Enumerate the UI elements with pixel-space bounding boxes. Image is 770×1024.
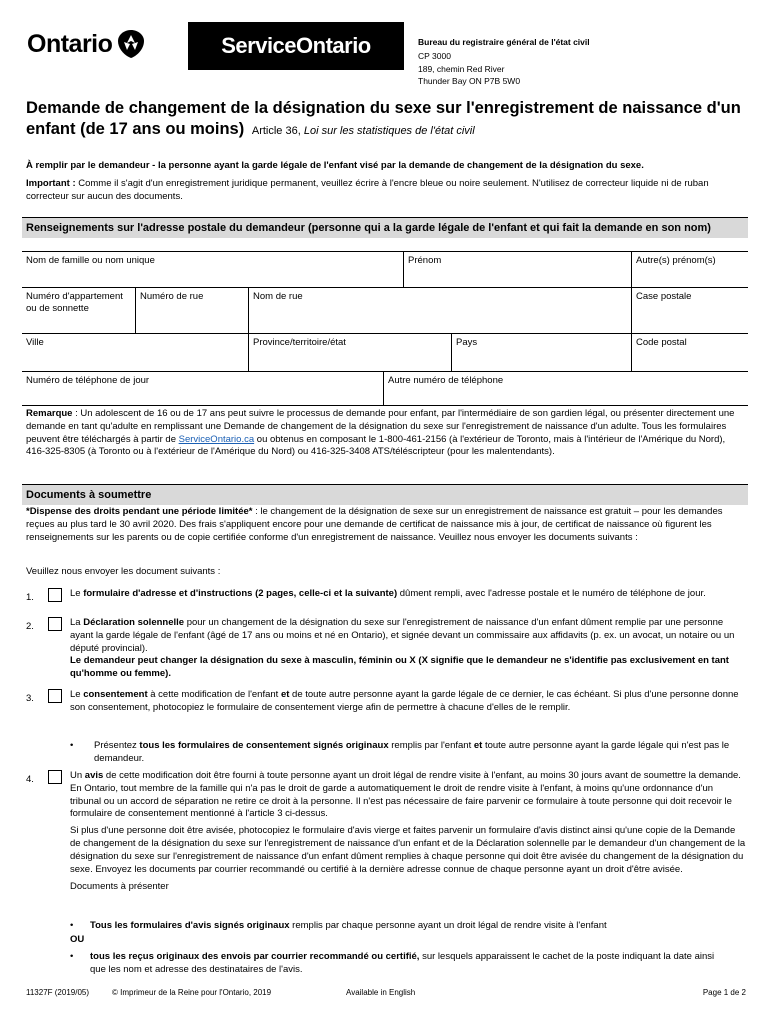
bullet-icon: • <box>70 951 74 962</box>
checkbox-item-3[interactable] <box>48 689 62 703</box>
item-text: Un avis de cette modification doit être fourni à toute personne ayant un droit légal de rendre visite à l'enfant, au moins 30 jours avant de soumettre la demande. En Ontario, tout membre de la famille qui n'a pas le droit de garde a automatiquement le droit de rendre visite à l'enfant, à moins qu'une ordonnance d'un tribunal ou un accord de séparation ne retire ce droit à la personne. Il n'est pas nécessaire de faire parvenir ce formulaire à toute personne qui doit recevoir le formulaire de consentement mentionné à l'article 3 ci-dessus. <box>70 770 741 820</box>
title-article: Article 36, Loi sur les statistiques de l'état civil <box>251 125 475 138</box>
item-4-bullet-2: • tous les reçus originaux des envois par courrier recommandé ou certifié, sur lesquels apparaissent le cachet de la poste indiquant la date ainsi que les nom et adresse des destinataires de l'avis. <box>70 951 715 975</box>
instructions <box>26 160 746 203</box>
country-field[interactable]: Pays <box>452 334 632 371</box>
trillium-icon <box>116 29 146 59</box>
page-number: Page 1 de 2 <box>702 988 746 997</box>
title-line-2: enfant (de 17 ans ou moins) <box>26 120 245 139</box>
item-4-bullet-1: • Tous les formulaires d'avis signés originaux remplis par chaque personne ayant un droit légal de rendre visite à l'enfant <box>70 920 607 931</box>
name-row <box>22 251 748 288</box>
fill-instruction: À remplir par le demandeur - la personne ayant la garde légale de l'enfant visé par la demande de changement de la désignation du sexe. <box>26 160 644 171</box>
address-section-heading: Renseignements sur l'adresse postale du demandeur (personne qui a la garde légale de l'enfant et qui fait la demande en son nom) <box>22 217 748 238</box>
document-item-1 <box>26 588 746 601</box>
page-header <box>22 22 748 86</box>
registrar-title: Bureau du registraire général de l'état civil <box>418 37 590 47</box>
po-box-field[interactable]: Case postale <box>636 291 692 302</box>
document-item-4 <box>26 770 746 893</box>
day-phone-field[interactable]: Numéro de téléphone de jour <box>22 372 384 405</box>
title-line-1: Demande de changement de la désignation du sexe sur l'enregistrement de naissance d'un <box>26 99 741 117</box>
checkbox-item-1[interactable] <box>48 588 62 602</box>
serviceontario-link[interactable]: ServiceOntario.ca <box>178 433 255 445</box>
ontario-wordmark: Ontario <box>27 30 113 58</box>
registrar-line: Thunder Bay ON P7B 5W0 <box>418 75 521 86</box>
first-name-field[interactable]: Prénom <box>404 252 632 287</box>
copyright: © Imprimeur de la Reine pour l'Ontario, 2019 <box>112 988 272 997</box>
send-documents-text: Veuillez nous envoyer les document suivants : <box>26 566 221 577</box>
city-row <box>22 334 748 372</box>
item-text: Le consentement à cette modification de l'enfant et de toute autre personne ayant la garde légale de ce dernier, le cas échéant. Si plus d'une personne donne son consentement, photocopiez le formulaire de consentement vierge afin de permettre à chacune d'elles de le remplir. <box>70 689 739 713</box>
important-note: Important : Comme il s'agit d'un enregistrement juridique permanent, veuillez écrire à l'encre bleue ou noire seulement. N'utilisez de correcteur liquide ni de ruban correcteur sur aucun des documents. <box>26 178 709 202</box>
document-item-2 <box>26 617 746 681</box>
street-name-field[interactable]: Nom de rue <box>249 288 632 333</box>
phone-row <box>22 372 748 406</box>
remark: Remarque : Un adolescent de 16 ou de 17 ans peut suivre le processus de demande pour enfant, par l'intermédiaire de son gardien légal, ou présenter directement une demande en tant qu'adulte en remplissant une Demande de changement de la désignation du sexe sur l'enregistrement de naissance d'un adulte. Tous les formulaires peuvent être téléchargés à partir de ServiceOntario.ca ou obtenus en composant le 1-800-461-2156 (à l'extérieur de Toronto, mais à l'intérieur de l'Amérique du Nord), 416-325-8305 (à Toronto ou à l'extérieur de l'Amérique du Nord) ou 416-325-3408 ATS/téléscripteur (pour les malentendants). <box>26 408 735 458</box>
street-number-field[interactable]: Numéro de rue <box>136 288 249 333</box>
item-text: La Déclaration solennelle pour un changement de la désignation du sexe sur l'enregistrement de naissance d'un enfant dûment remplie par une personne ayant la garde légale de l'enfant (âgé de 17 ans ou moins et né en Ontario), et signée devant un commissaire aux affidavits (p. ex. un avocat, un notaire ou un député provincial). <box>70 617 735 654</box>
bullet-icon: • <box>70 920 74 931</box>
item-number: 2. <box>26 621 34 632</box>
documents-heading: Documents à soumettre <box>22 484 748 505</box>
available-in-english: Available in English <box>346 988 416 997</box>
form-title <box>26 98 746 141</box>
form-number: 11327F (2019/05) <box>26 988 90 997</box>
checkbox-item-2[interactable] <box>48 617 62 631</box>
registrar-line: 189, chemin Red River <box>418 63 505 74</box>
item-number: 3. <box>26 693 34 704</box>
registrar-line: CP 3000 <box>418 51 451 62</box>
checkbox-item-4[interactable] <box>48 770 62 784</box>
ontario-logo <box>27 28 146 61</box>
registrar-address <box>418 36 590 87</box>
item-3-bullet: • Présentez tous les formulaires de consentement signés originaux remplis par l'enfant et toute autre personne ayant la garde légale qui n'est pas le demandeur. <box>70 740 730 764</box>
city-field[interactable]: Ville <box>22 334 249 371</box>
apartment-number-field[interactable]: Numéro d'appartement ou de sonnette <box>22 288 136 333</box>
document-item-3 <box>26 689 746 715</box>
item-number: 4. <box>26 774 34 785</box>
last-name-field[interactable]: Nom de famille ou nom unique <box>22 252 404 287</box>
waiver-text: *Dispense des droits pendant une période limitée* : le changement de la désignation de sexe sur un enregistrement de naissance est gratuit – pour les demandes reçues au plus tard le 30 avril 2020. Des frais s'appliquent encore pour une demande de certificat de naissance mis à jour, de certificat de naissance où figurent les renseignements sur les parents ou de copie certifiée conforme d'un enregistrement de naissance. Veuillez nous envoyer les documents suivants : <box>26 506 723 543</box>
province-field[interactable]: Province/territoire/état <box>249 334 452 371</box>
bullet-icon: • <box>70 740 74 751</box>
other-names-field[interactable]: Autre(s) prénom(s) <box>636 255 716 266</box>
documents-to-present-label: Documents à présenter <box>70 880 169 892</box>
other-phone-field[interactable]: Autre numéro de téléphone <box>388 375 504 386</box>
item-4-para-2: Si plus d'une personne doit être avisée, photocopiez le formulaire d'avis vierge et faites parvenir un formulaire d'avis distinct ainsi qu'une copie de la Demande de changement de la désignation du sexe sur l'enregistrement de naissance d'un enfant et de la Déclaration solennelle par le demandeur d'un changement de la désignation du sexe sur l'enregistrement de naissance d'un enfant dûment remplies à chaque personne qui doit être avisée du changement de la désignation du sexe. Envoyez les documents par courrier recommandé ou certifié à la dernière adresse connue de chaque personne ayant un droit d'être avisée. <box>70 825 746 875</box>
or-label: OU <box>70 934 85 945</box>
item-number: 1. <box>26 592 34 603</box>
serviceontario-logo: ServiceOntario <box>188 22 404 70</box>
item-text: Le formulaire d'adresse et d'instructions (2 pages, celle-ci et la suivante) dûment rempli, avec l'adresse postale et le numéro de téléphone de jour. <box>70 588 706 599</box>
item-note: Le demandeur peut changer la désignation du sexe à masculin, féminin ou X (X signifie que le demandeur ne s'identifie pas exclusivement en tant qu'homme ou femme). <box>70 655 729 680</box>
postal-code-field[interactable]: Code postal <box>636 337 687 348</box>
address-row <box>22 288 748 334</box>
